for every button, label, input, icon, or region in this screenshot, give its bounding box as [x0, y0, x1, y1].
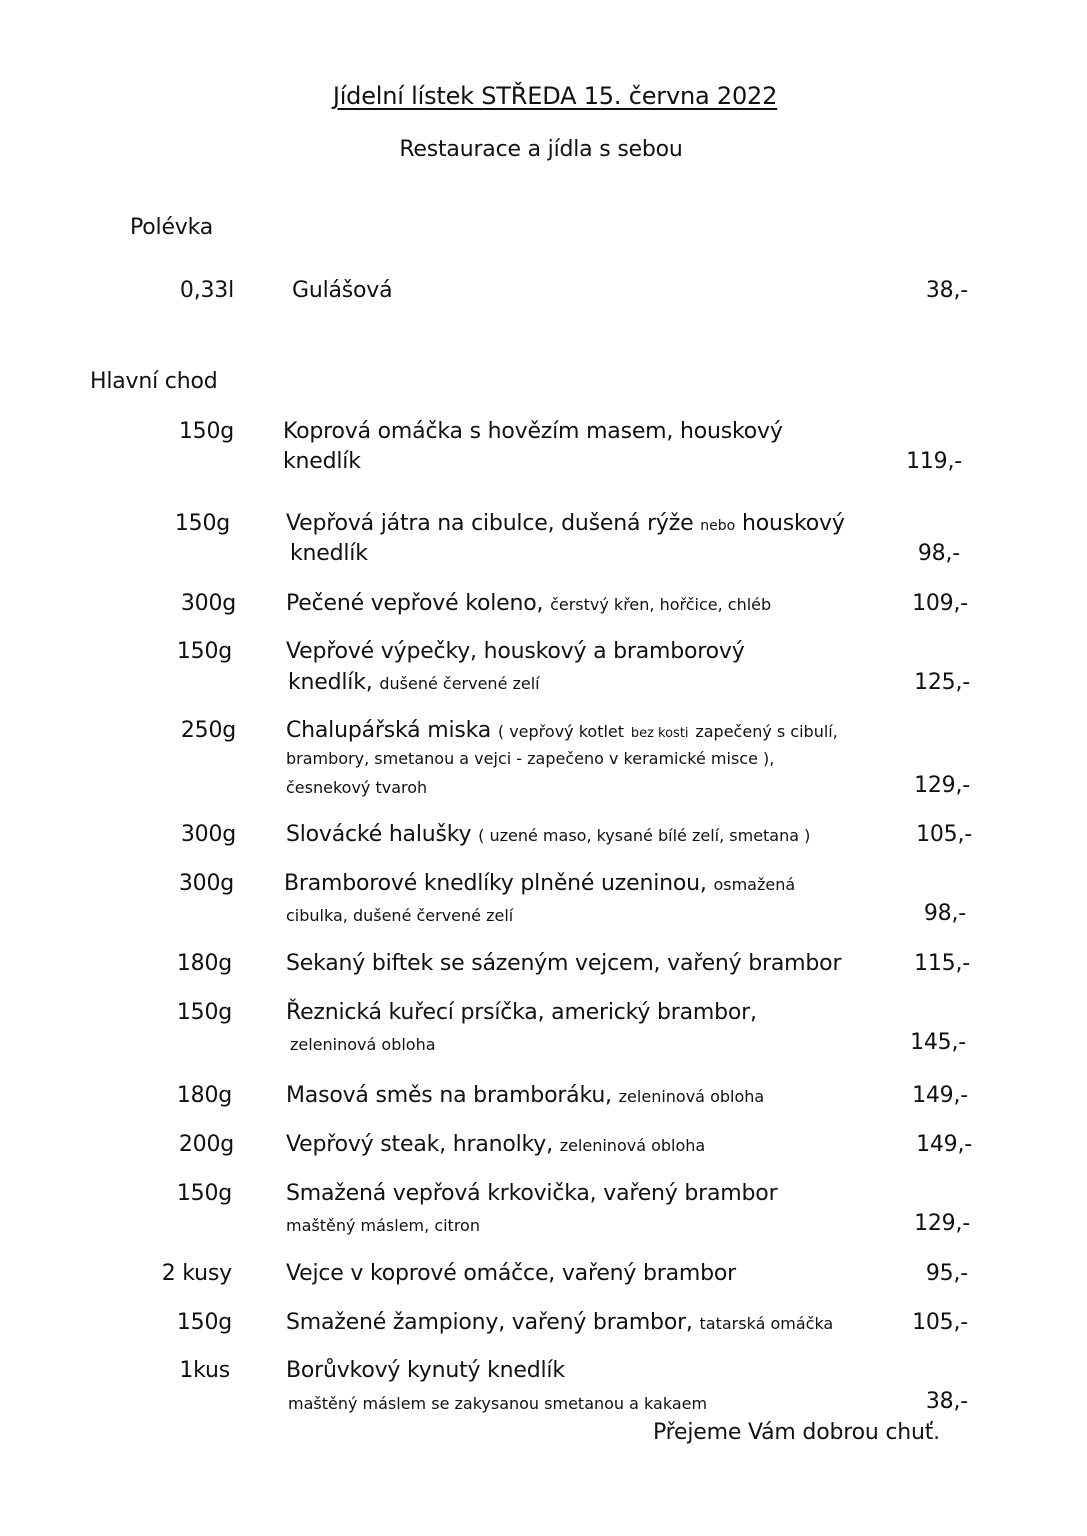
- item-price: 38,-: [925, 278, 968, 303]
- item-quantity: 200g: [178, 1132, 234, 1157]
- item-price: 98,-: [917, 541, 960, 566]
- item-price: 149,-: [916, 1132, 972, 1157]
- item-name-main: Masová směs na bramboráku,: [286, 1083, 612, 1108]
- item-name: [284, 871, 795, 896]
- item-name-continued: knedlík: [290, 541, 368, 566]
- item-side-dish: maštěný máslem se zakysanou smetanou a kakaem: [288, 1394, 708, 1413]
- item-name: [286, 718, 838, 743]
- item-name-main: Bramborové knedlíky plněné uzeninou,: [284, 871, 707, 896]
- item-name-main: Slovácké halušky: [286, 822, 472, 847]
- item-name: Vepřové výpečky, houskový a bramborový: [286, 639, 745, 664]
- item-name-continued: knedlík: [283, 449, 361, 474]
- item-price: 95,-: [925, 1261, 968, 1286]
- section-heading-soup: Polévka: [130, 215, 214, 240]
- item-name-continued: [288, 670, 540, 695]
- menu-title: Jídelní lístek STŘEDA 15. června 2022: [332, 82, 778, 110]
- item-price: 145,-: [910, 1030, 966, 1055]
- item-name: [286, 1132, 705, 1157]
- item-name-main: Smažené žampiony, vařený brambor,: [286, 1310, 693, 1335]
- item-side-dish: maštěný máslem, citron: [286, 1216, 480, 1235]
- item-quantity: 2 kusy: [161, 1261, 232, 1286]
- item-quantity: 180g: [176, 951, 232, 976]
- item-description: zapečený s cibulí,: [695, 722, 838, 741]
- item-price: 115,-: [914, 951, 970, 976]
- item-name: Sekaný biftek se sázeným vejcem, vařený brambor: [286, 951, 842, 976]
- item-name-main: Pečené vepřové koleno,: [286, 591, 544, 616]
- item-name-part: houskový: [741, 511, 845, 536]
- item-name-main: Vepřový steak, hranolky,: [286, 1132, 553, 1157]
- item-price: 98,-: [923, 901, 966, 926]
- item-side-dish: zeleninová obloha: [559, 1136, 706, 1155]
- item-name: [286, 591, 771, 616]
- item-price: 109,-: [912, 591, 968, 616]
- item-side-dish: zeleninová obloha: [290, 1035, 436, 1054]
- item-name: Smažená vepřová krkovička, vařený brambor: [286, 1181, 778, 1206]
- item-price: 125,-: [914, 670, 970, 695]
- item-price: 38,-: [925, 1389, 968, 1414]
- item-side-dish-continued: cibulka, dušené červené zelí: [286, 906, 514, 925]
- item-name: [286, 1310, 833, 1335]
- item-description: ( uzené maso, kysané bílé zelí, smetana ): [478, 826, 811, 845]
- item-name-main: Chalupářská miska: [286, 718, 492, 743]
- item-description-continued: česnekový tvaroh: [286, 778, 428, 797]
- item-quantity: 150g: [178, 419, 234, 444]
- item-name-main: knedlík,: [288, 670, 373, 695]
- item-quantity: 150g: [174, 511, 230, 536]
- item-quantity: 180g: [176, 1083, 232, 1108]
- item-price: 105,-: [916, 822, 972, 847]
- item-side-dish: zeleninová obloha: [618, 1087, 765, 1106]
- item-quantity: 150g: [176, 1181, 232, 1206]
- item-side-dish: dušené červené zelí: [379, 674, 540, 693]
- item-price: 129,-: [914, 1211, 970, 1236]
- item-description: ( vepřový kotlet: [497, 722, 625, 741]
- item-quantity: 150g: [176, 639, 232, 664]
- item-quantity: 1kus: [179, 1358, 230, 1383]
- item-side-dish: osmažená: [713, 875, 796, 894]
- item-name: Gulášová: [292, 278, 393, 303]
- item-price: 119,-: [906, 449, 962, 474]
- item-name: [286, 822, 810, 847]
- item-quantity: 150g: [176, 1000, 232, 1025]
- item-description-continued: brambory, smetanou a vejci - zapečeno v keramické misce ),: [286, 749, 775, 768]
- item-quantity: 150g: [176, 1310, 232, 1335]
- item-description-note: bez kosti: [630, 726, 689, 741]
- item-quantity: 0,33l: [179, 278, 234, 303]
- item-name: Vejce v koprové omáčce, vařený brambor: [286, 1261, 737, 1286]
- item-name: [286, 1083, 764, 1108]
- item-quantity: 300g: [180, 591, 236, 616]
- closing-wish: Přejeme Vám dobrou chuť.: [653, 1420, 940, 1445]
- item-price: 129,-: [914, 773, 970, 798]
- item-name: [286, 511, 845, 536]
- item-quantity: 300g: [178, 871, 234, 896]
- item-name-connector: nebo: [700, 518, 736, 534]
- item-name: Koprová omáčka s hovězím masem, houskový: [283, 419, 783, 444]
- section-heading-main: Hlavní chod: [90, 369, 218, 394]
- item-name: Borůvkový kynutý knedlík: [286, 1358, 565, 1383]
- item-side-dish: čerstvý křen, hořčice, chléb: [550, 595, 772, 614]
- item-name-part: Vepřová játra na cibulce, dušená rýže: [286, 511, 694, 536]
- item-quantity: 250g: [180, 718, 236, 743]
- item-price: 105,-: [912, 1310, 968, 1335]
- item-name: Řeznická kuřecí prsíčka, americký brambor,: [286, 1000, 757, 1025]
- item-price: 149,-: [912, 1083, 968, 1108]
- item-quantity: 300g: [180, 822, 236, 847]
- item-side-dish: tatarská omáčka: [699, 1314, 834, 1333]
- menu-subtitle: Restaurace a jídla s sebou: [399, 137, 683, 162]
